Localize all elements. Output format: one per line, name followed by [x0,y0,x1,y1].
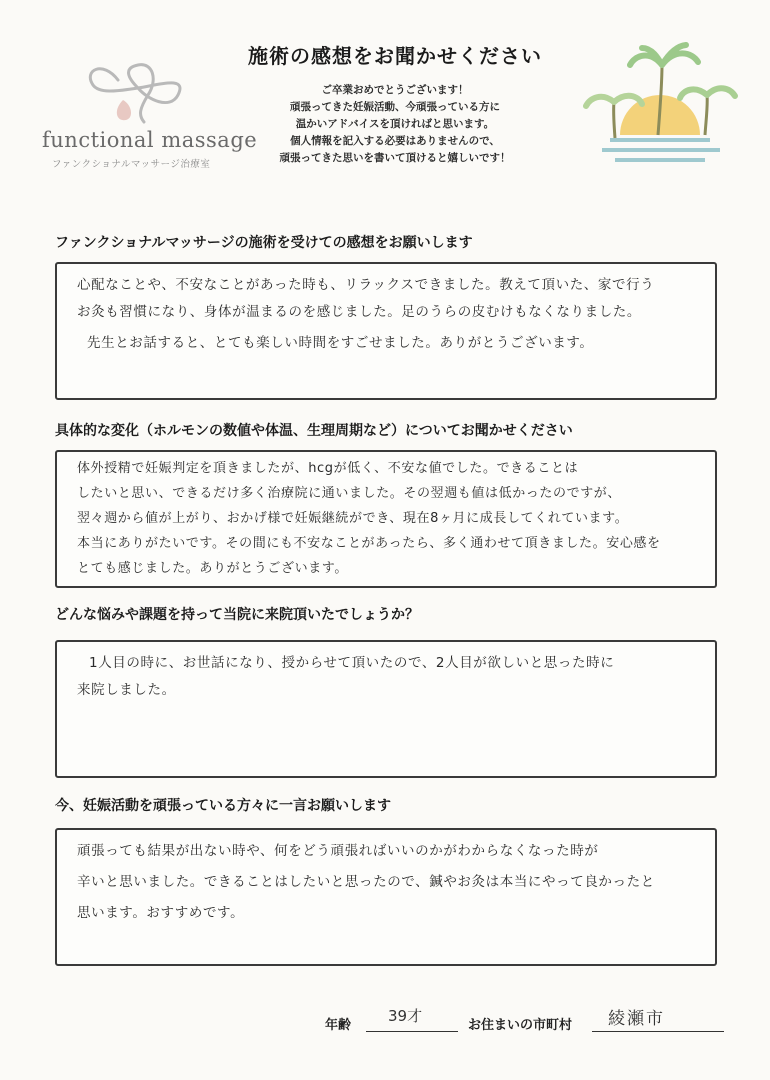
intro-line: ご卒業おめでとうございます！ [321,84,469,96]
question-3: どんな悩みや課題を持って当院に来院頂いたでしょうか？ [55,607,419,623]
intro-line: 個人情報を記入する必要はありませんので、 [290,135,500,147]
answer-line: 本当にありがたいです。その間にも不安なことがあったら、多く通わせて頂きました。安心感を [77,536,661,551]
logo-knot-icon [78,60,198,130]
answer-line: 辛いと思いました。できることはしたいと思ったので、鍼やお灸は本当にやって良かったと [77,874,655,890]
answer-line: とても感じました。ありがとうございます。 [77,561,348,576]
logo-subtitle: ファンクショナルマッサージ治療室 [52,159,211,170]
answer-box-3 [55,640,717,778]
logo [38,60,258,175]
palm-tree-illustration [580,40,740,170]
answer-box-1 [55,262,717,400]
answer-line: したいと思い、できるだけ多く治療院に通いました。その翌週も値は低かったのですが、 [77,486,622,501]
answer-2 [77,456,697,581]
answer-line: 1人目の時に、お世話になり、授からせて頂いたので、2人目が欲しいと思った時に [89,655,615,671]
answer-box-4 [55,828,717,966]
age-value[interactable]: 39才 [388,1007,423,1025]
answer-line: 来院しました。 [77,682,176,698]
answer-line: 心配なことや、不安なことがあった時も、リラックスできました。教えて頂いた、家で行う [77,277,655,293]
city-underline [592,1031,724,1032]
question-4: 今、妊娠活動を頑張っている方々に一言お願いします [55,798,391,814]
page-title: 施術の感想をお聞かせください [248,44,542,68]
answer-line: 先生とお話すると、とても楽しい時間をすごせました。ありがとうございます。 [87,335,594,351]
intro-line: 頑張ってきた妊娠活動、今頑張っている方に [290,101,500,113]
answer-line: 思います。おすすめです。 [77,905,245,921]
answer-3 [77,650,697,704]
question-2: 具体的な変化（ホルモンの数値や体温、生理周期など）についてお聞かせください [55,423,573,439]
city-label: お住まいの市町村 [468,1018,573,1033]
answer-line: お灸も習慣になり、身体が温まるのを感じました。足のうらの皮むけもなくなりました。 [77,304,641,320]
answer-4 [77,836,697,929]
intro-line: 温かいアドバイスを頂ければと思います。 [295,118,495,130]
age-underline [366,1031,458,1032]
city-value[interactable]: 綾瀬市 [608,1009,665,1029]
logo-name: functional massage [42,128,258,152]
age-label: 年齢 [325,1018,352,1033]
intro-line: 頑張ってきた思いを書いて頂けると嬉しいです！ [279,152,511,164]
answer-line: 体外授精で妊娠判定を頂きましたが、hcgが低く、不安な値でした。できることは [77,461,579,476]
answer-1 [77,272,697,357]
intro-text [250,82,540,167]
answer-box-2 [55,450,717,588]
question-1: ファンクショナルマッサージの施術を受けての感想をお願いします [55,235,473,251]
answer-line: 翌々週から値が上がり、おかげ様で妊娠継続ができ、現在8ヶ月に成長してくれています。 [77,511,629,526]
answer-line: 頑張っても結果が出ない時や、何をどう頑張ればいいのかがわからなくなった時が [77,843,599,859]
